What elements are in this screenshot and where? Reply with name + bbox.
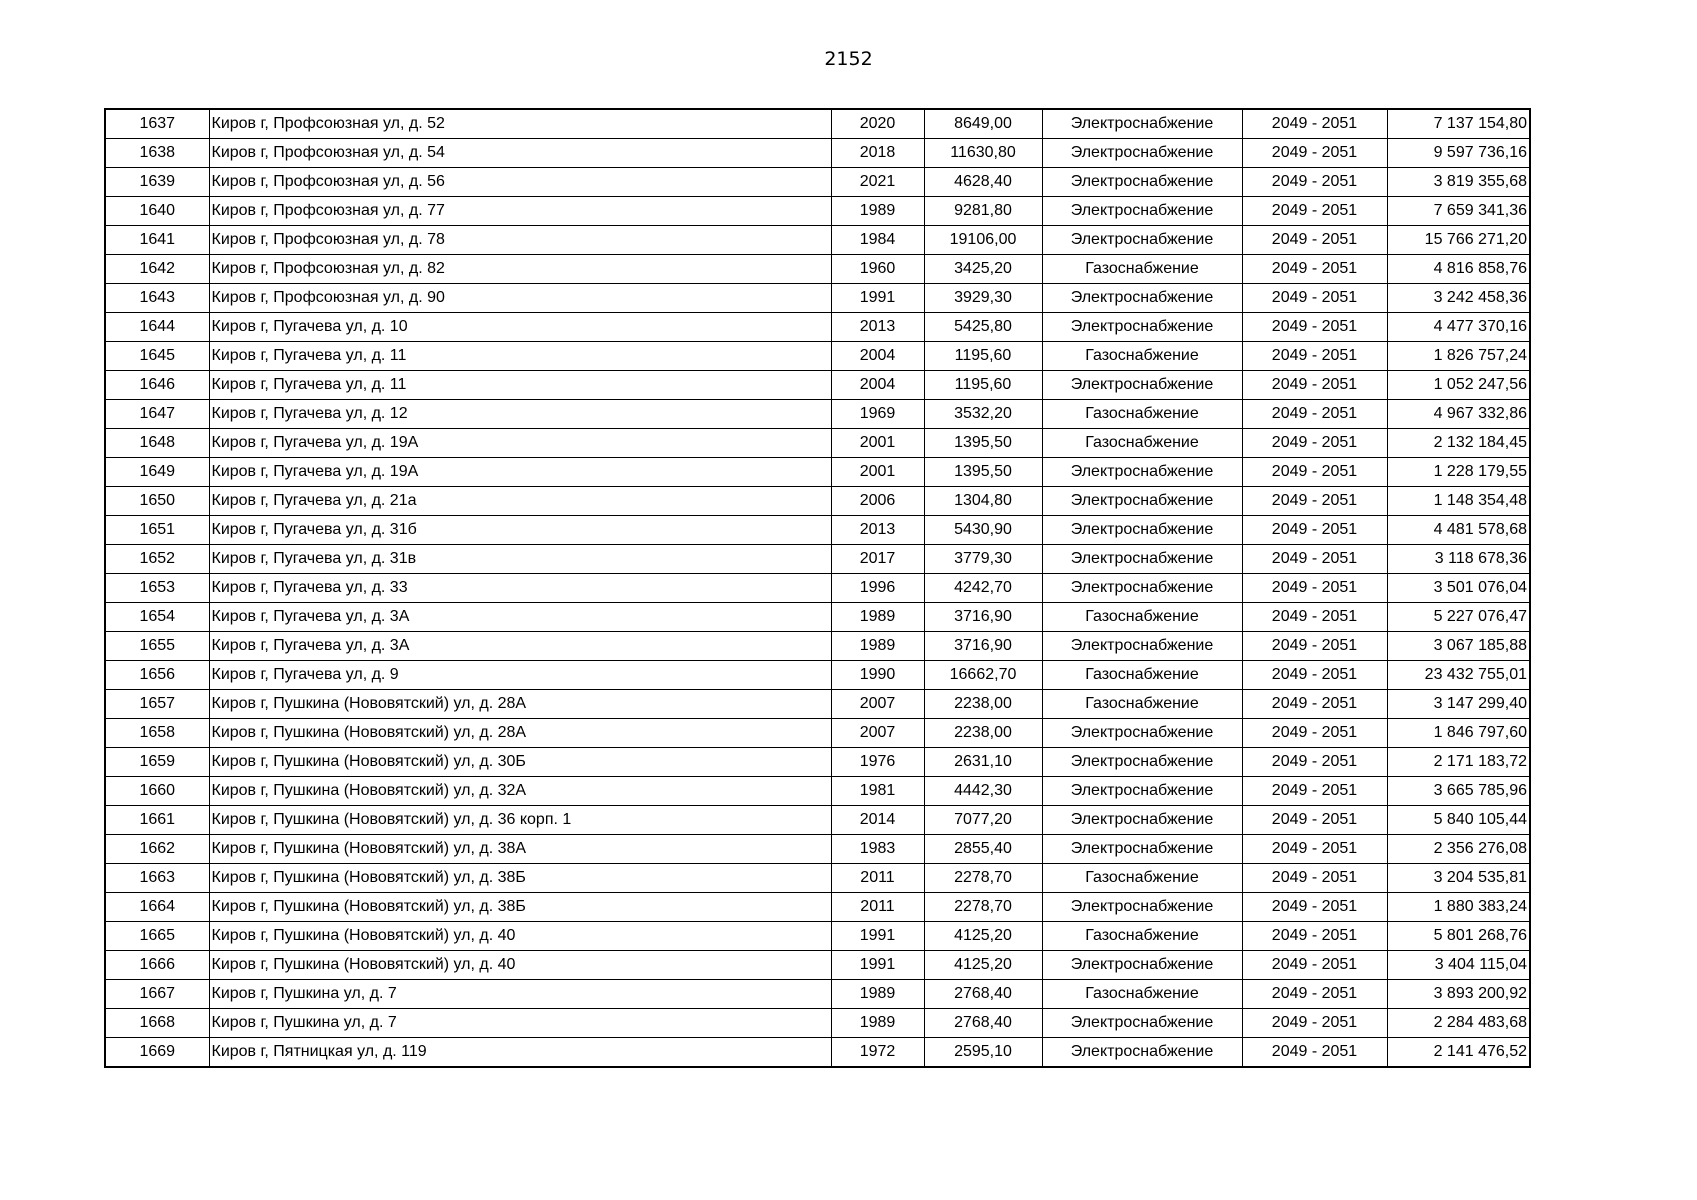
service-type-cell: Газоснабжение xyxy=(1042,400,1242,429)
period-cell: 2049 - 2051 xyxy=(1242,545,1387,574)
address-cell: Киров г, Пугачева ул, д. 33 xyxy=(209,574,831,603)
area-cell: 3532,20 xyxy=(924,400,1042,429)
period-cell: 2049 - 2051 xyxy=(1242,893,1387,922)
period-cell: 2049 - 2051 xyxy=(1242,458,1387,487)
row-number-cell: 1664 xyxy=(105,893,209,922)
year-built-cell: 2013 xyxy=(831,516,924,545)
table-row xyxy=(105,429,1530,458)
table-row xyxy=(105,516,1530,545)
table-row xyxy=(105,371,1530,400)
address-cell: Киров г, Пугачева ул, д. 19А xyxy=(209,429,831,458)
table-row xyxy=(105,168,1530,197)
area-cell: 3779,30 xyxy=(924,545,1042,574)
area-cell: 8649,00 xyxy=(924,109,1042,139)
area-cell: 1395,50 xyxy=(924,429,1042,458)
table-row xyxy=(105,777,1530,806)
service-type-cell: Газоснабжение xyxy=(1042,980,1242,1009)
row-number-cell: 1650 xyxy=(105,487,209,516)
cost-cell: 4 816 858,76 xyxy=(1387,255,1530,284)
period-cell: 2049 - 2051 xyxy=(1242,429,1387,458)
period-cell: 2049 - 2051 xyxy=(1242,777,1387,806)
year-built-cell: 1989 xyxy=(831,980,924,1009)
table-row xyxy=(105,226,1530,255)
cost-cell: 3 204 535,81 xyxy=(1387,864,1530,893)
area-cell: 2631,10 xyxy=(924,748,1042,777)
table-row xyxy=(105,748,1530,777)
service-type-cell: Электроснабжение xyxy=(1042,1038,1242,1068)
period-cell: 2049 - 2051 xyxy=(1242,400,1387,429)
year-built-cell: 1991 xyxy=(831,922,924,951)
service-type-cell: Газоснабжение xyxy=(1042,661,1242,690)
service-type-cell: Газоснабжение xyxy=(1042,690,1242,719)
row-number-cell: 1667 xyxy=(105,980,209,1009)
row-number-cell: 1657 xyxy=(105,690,209,719)
year-built-cell: 2020 xyxy=(831,109,924,139)
area-cell: 4125,20 xyxy=(924,951,1042,980)
row-number-cell: 1645 xyxy=(105,342,209,371)
table-row xyxy=(105,545,1530,574)
address-cell: Киров г, Пушкина (Нововятский) ул, д. 36 корп. 1 xyxy=(209,806,831,835)
table-row xyxy=(105,980,1530,1009)
table-row xyxy=(105,109,1530,139)
table-row xyxy=(105,574,1530,603)
period-cell: 2049 - 2051 xyxy=(1242,197,1387,226)
cost-cell: 15 766 271,20 xyxy=(1387,226,1530,255)
area-cell: 3716,90 xyxy=(924,603,1042,632)
area-cell: 2768,40 xyxy=(924,1009,1042,1038)
service-type-cell: Электроснабжение xyxy=(1042,516,1242,545)
year-built-cell: 1996 xyxy=(831,574,924,603)
service-type-cell: Электроснабжение xyxy=(1042,197,1242,226)
row-number-cell: 1644 xyxy=(105,313,209,342)
cost-cell: 4 967 332,86 xyxy=(1387,400,1530,429)
service-type-cell: Электроснабжение xyxy=(1042,458,1242,487)
cost-cell: 1 826 757,24 xyxy=(1387,342,1530,371)
address-cell: Киров г, Пушкина (Нововятский) ул, д. 28А xyxy=(209,719,831,748)
row-number-cell: 1641 xyxy=(105,226,209,255)
period-cell: 2049 - 2051 xyxy=(1242,951,1387,980)
address-cell: Киров г, Пушкина ул, д. 7 xyxy=(209,980,831,1009)
service-type-cell: Электроснабжение xyxy=(1042,226,1242,255)
address-cell: Киров г, Профсоюзная ул, д. 56 xyxy=(209,168,831,197)
row-number-cell: 1648 xyxy=(105,429,209,458)
cost-cell: 2 171 183,72 xyxy=(1387,748,1530,777)
cost-cell: 3 067 185,88 xyxy=(1387,632,1530,661)
period-cell: 2049 - 2051 xyxy=(1242,516,1387,545)
cost-cell: 2 356 276,08 xyxy=(1387,835,1530,864)
cost-cell: 2 141 476,52 xyxy=(1387,1038,1530,1068)
year-built-cell: 2014 xyxy=(831,806,924,835)
year-built-cell: 1989 xyxy=(831,603,924,632)
service-type-cell: Электроснабжение xyxy=(1042,1009,1242,1038)
row-number-cell: 1658 xyxy=(105,719,209,748)
row-number-cell: 1655 xyxy=(105,632,209,661)
year-built-cell: 1984 xyxy=(831,226,924,255)
table-row xyxy=(105,632,1530,661)
year-built-cell: 1976 xyxy=(831,748,924,777)
row-number-cell: 1659 xyxy=(105,748,209,777)
period-cell: 2049 - 2051 xyxy=(1242,719,1387,748)
service-type-cell: Электроснабжение xyxy=(1042,719,1242,748)
period-cell: 2049 - 2051 xyxy=(1242,603,1387,632)
address-cell: Киров г, Пугачева ул, д. 10 xyxy=(209,313,831,342)
address-cell: Киров г, Пугачева ул, д. 9 xyxy=(209,661,831,690)
area-cell: 11630,80 xyxy=(924,139,1042,168)
area-cell: 4442,30 xyxy=(924,777,1042,806)
period-cell: 2049 - 2051 xyxy=(1242,109,1387,139)
table-row xyxy=(105,255,1530,284)
service-type-cell: Электроснабжение xyxy=(1042,109,1242,139)
table-row xyxy=(105,197,1530,226)
service-type-cell: Электроснабжение xyxy=(1042,313,1242,342)
area-cell: 3929,30 xyxy=(924,284,1042,313)
address-cell: Киров г, Профсоюзная ул, д. 52 xyxy=(209,109,831,139)
row-number-cell: 1639 xyxy=(105,168,209,197)
year-built-cell: 1991 xyxy=(831,284,924,313)
period-cell: 2049 - 2051 xyxy=(1242,342,1387,371)
period-cell: 2049 - 2051 xyxy=(1242,1038,1387,1068)
area-cell: 5430,90 xyxy=(924,516,1042,545)
period-cell: 2049 - 2051 xyxy=(1242,168,1387,197)
table-row xyxy=(105,284,1530,313)
cost-cell: 23 432 755,01 xyxy=(1387,661,1530,690)
area-cell: 2278,70 xyxy=(924,864,1042,893)
year-built-cell: 2011 xyxy=(831,864,924,893)
service-type-cell: Электроснабжение xyxy=(1042,139,1242,168)
area-cell: 2238,00 xyxy=(924,719,1042,748)
table-row xyxy=(105,603,1530,632)
year-built-cell: 2001 xyxy=(831,458,924,487)
year-built-cell: 1990 xyxy=(831,661,924,690)
area-cell: 7077,20 xyxy=(924,806,1042,835)
year-built-cell: 2004 xyxy=(831,342,924,371)
service-type-cell: Газоснабжение xyxy=(1042,922,1242,951)
service-type-cell: Электроснабжение xyxy=(1042,632,1242,661)
service-type-cell: Электроснабжение xyxy=(1042,777,1242,806)
row-number-cell: 1642 xyxy=(105,255,209,284)
cost-cell: 5 227 076,47 xyxy=(1387,603,1530,632)
table-row xyxy=(105,1038,1530,1068)
address-cell: Киров г, Пушкина (Нововятский) ул, д. 38Б xyxy=(209,864,831,893)
cost-cell: 3 665 785,96 xyxy=(1387,777,1530,806)
period-cell: 2049 - 2051 xyxy=(1242,632,1387,661)
period-cell: 2049 - 2051 xyxy=(1242,661,1387,690)
registry-table-body xyxy=(105,109,1530,1067)
cost-cell: 7 137 154,80 xyxy=(1387,109,1530,139)
area-cell: 9281,80 xyxy=(924,197,1042,226)
period-cell: 2049 - 2051 xyxy=(1242,748,1387,777)
table-row xyxy=(105,690,1530,719)
area-cell: 3716,90 xyxy=(924,632,1042,661)
service-type-cell: Газоснабжение xyxy=(1042,429,1242,458)
period-cell: 2049 - 2051 xyxy=(1242,690,1387,719)
row-number-cell: 1665 xyxy=(105,922,209,951)
area-cell: 2278,70 xyxy=(924,893,1042,922)
service-type-cell: Электроснабжение xyxy=(1042,168,1242,197)
table-row xyxy=(105,139,1530,168)
cost-cell: 1 052 247,56 xyxy=(1387,371,1530,400)
address-cell: Киров г, Пушкина (Нововятский) ул, д. 38Б xyxy=(209,893,831,922)
table-row xyxy=(105,864,1530,893)
address-cell: Киров г, Пушкина (Нововятский) ул, д. 30Б xyxy=(209,748,831,777)
table-row xyxy=(105,458,1530,487)
address-cell: Киров г, Пугачева ул, д. 21а xyxy=(209,487,831,516)
address-cell: Киров г, Пугачева ул, д. 11 xyxy=(209,342,831,371)
cost-cell: 3 819 355,68 xyxy=(1387,168,1530,197)
row-number-cell: 1660 xyxy=(105,777,209,806)
cost-cell: 1 148 354,48 xyxy=(1387,487,1530,516)
cost-cell: 9 597 736,16 xyxy=(1387,139,1530,168)
period-cell: 2049 - 2051 xyxy=(1242,980,1387,1009)
address-cell: Киров г, Профсоюзная ул, д. 54 xyxy=(209,139,831,168)
row-number-cell: 1669 xyxy=(105,1038,209,1068)
service-type-cell: Электроснабжение xyxy=(1042,545,1242,574)
year-built-cell: 1981 xyxy=(831,777,924,806)
cost-cell: 1 846 797,60 xyxy=(1387,719,1530,748)
address-cell: Киров г, Пушкина (Нововятский) ул, д. 40 xyxy=(209,922,831,951)
row-number-cell: 1661 xyxy=(105,806,209,835)
address-cell: Киров г, Пугачева ул, д. 12 xyxy=(209,400,831,429)
address-cell: Киров г, Пушкина (Нововятский) ул, д. 40 xyxy=(209,951,831,980)
row-number-cell: 1666 xyxy=(105,951,209,980)
cost-cell: 4 477 370,16 xyxy=(1387,313,1530,342)
area-cell: 4628,40 xyxy=(924,168,1042,197)
area-cell: 1304,80 xyxy=(924,487,1042,516)
cost-cell: 1 880 383,24 xyxy=(1387,893,1530,922)
row-number-cell: 1647 xyxy=(105,400,209,429)
area-cell: 2768,40 xyxy=(924,980,1042,1009)
service-type-cell: Электроснабжение xyxy=(1042,951,1242,980)
registry-table xyxy=(104,108,1531,1068)
address-cell: Киров г, Пятницкая ул, д. 119 xyxy=(209,1038,831,1068)
area-cell: 2238,00 xyxy=(924,690,1042,719)
year-built-cell: 1960 xyxy=(831,255,924,284)
period-cell: 2049 - 2051 xyxy=(1242,284,1387,313)
service-type-cell: Электроснабжение xyxy=(1042,806,1242,835)
row-number-cell: 1653 xyxy=(105,574,209,603)
cost-cell: 2 284 483,68 xyxy=(1387,1009,1530,1038)
year-built-cell: 1983 xyxy=(831,835,924,864)
period-cell: 2049 - 2051 xyxy=(1242,1009,1387,1038)
area-cell: 16662,70 xyxy=(924,661,1042,690)
table-row xyxy=(105,487,1530,516)
year-built-cell: 1989 xyxy=(831,632,924,661)
period-cell: 2049 - 2051 xyxy=(1242,487,1387,516)
service-type-cell: Электроснабжение xyxy=(1042,835,1242,864)
cost-cell: 4 481 578,68 xyxy=(1387,516,1530,545)
table-row xyxy=(105,1009,1530,1038)
cost-cell: 1 228 179,55 xyxy=(1387,458,1530,487)
area-cell: 1195,60 xyxy=(924,371,1042,400)
area-cell: 2855,40 xyxy=(924,835,1042,864)
area-cell: 4125,20 xyxy=(924,922,1042,951)
service-type-cell: Электроснабжение xyxy=(1042,574,1242,603)
service-type-cell: Электроснабжение xyxy=(1042,748,1242,777)
year-built-cell: 2018 xyxy=(831,139,924,168)
row-number-cell: 1663 xyxy=(105,864,209,893)
cost-cell: 3 501 076,04 xyxy=(1387,574,1530,603)
year-built-cell: 1989 xyxy=(831,197,924,226)
address-cell: Киров г, Профсоюзная ул, д. 77 xyxy=(209,197,831,226)
page-number: 2152 xyxy=(824,48,873,70)
cost-cell: 3 242 458,36 xyxy=(1387,284,1530,313)
table-row xyxy=(105,806,1530,835)
row-number-cell: 1654 xyxy=(105,603,209,632)
row-number-cell: 1662 xyxy=(105,835,209,864)
year-built-cell: 1989 xyxy=(831,1009,924,1038)
row-number-cell: 1637 xyxy=(105,109,209,139)
address-cell: Киров г, Пушкина ул, д. 7 xyxy=(209,1009,831,1038)
table-row xyxy=(105,835,1530,864)
year-built-cell: 2001 xyxy=(831,429,924,458)
service-type-cell: Газоснабжение xyxy=(1042,864,1242,893)
table-row xyxy=(105,400,1530,429)
address-cell: Киров г, Профсоюзная ул, д. 82 xyxy=(209,255,831,284)
cost-cell: 3 404 115,04 xyxy=(1387,951,1530,980)
year-built-cell: 2011 xyxy=(831,893,924,922)
address-cell: Киров г, Пугачева ул, д. 31б xyxy=(209,516,831,545)
service-type-cell: Электроснабжение xyxy=(1042,284,1242,313)
year-built-cell: 1969 xyxy=(831,400,924,429)
period-cell: 2049 - 2051 xyxy=(1242,922,1387,951)
period-cell: 2049 - 2051 xyxy=(1242,806,1387,835)
service-type-cell: Электроснабжение xyxy=(1042,487,1242,516)
period-cell: 2049 - 2051 xyxy=(1242,139,1387,168)
address-cell: Киров г, Пугачева ул, д. 31в xyxy=(209,545,831,574)
table-row xyxy=(105,719,1530,748)
service-type-cell: Газоснабжение xyxy=(1042,342,1242,371)
address-cell: Киров г, Пугачева ул, д. 3А xyxy=(209,632,831,661)
year-built-cell: 2006 xyxy=(831,487,924,516)
year-built-cell: 1991 xyxy=(831,951,924,980)
cost-cell: 3 893 200,92 xyxy=(1387,980,1530,1009)
row-number-cell: 1651 xyxy=(105,516,209,545)
row-number-cell: 1656 xyxy=(105,661,209,690)
address-cell: Киров г, Пугачева ул, д. 19А xyxy=(209,458,831,487)
table-row xyxy=(105,922,1530,951)
table-row xyxy=(105,313,1530,342)
year-built-cell: 2017 xyxy=(831,545,924,574)
cost-cell: 3 118 678,36 xyxy=(1387,545,1530,574)
row-number-cell: 1649 xyxy=(105,458,209,487)
area-cell: 4242,70 xyxy=(924,574,1042,603)
area-cell: 19106,00 xyxy=(924,226,1042,255)
year-built-cell: 1972 xyxy=(831,1038,924,1068)
period-cell: 2049 - 2051 xyxy=(1242,835,1387,864)
row-number-cell: 1643 xyxy=(105,284,209,313)
cost-cell: 5 840 105,44 xyxy=(1387,806,1530,835)
year-built-cell: 2007 xyxy=(831,690,924,719)
period-cell: 2049 - 2051 xyxy=(1242,574,1387,603)
address-cell: Киров г, Пугачева ул, д. 11 xyxy=(209,371,831,400)
table-row xyxy=(105,951,1530,980)
period-cell: 2049 - 2051 xyxy=(1242,313,1387,342)
cost-cell: 3 147 299,40 xyxy=(1387,690,1530,719)
year-built-cell: 2007 xyxy=(831,719,924,748)
table-row xyxy=(105,661,1530,690)
address-cell: Киров г, Пушкина (Нововятский) ул, д. 32А xyxy=(209,777,831,806)
year-built-cell: 2004 xyxy=(831,371,924,400)
area-cell: 1395,50 xyxy=(924,458,1042,487)
area-cell: 2595,10 xyxy=(924,1038,1042,1068)
row-number-cell: 1652 xyxy=(105,545,209,574)
area-cell: 5425,80 xyxy=(924,313,1042,342)
address-cell: Киров г, Пушкина (Нововятский) ул, д. 38А xyxy=(209,835,831,864)
row-number-cell: 1668 xyxy=(105,1009,209,1038)
row-number-cell: 1646 xyxy=(105,371,209,400)
address-cell: Киров г, Профсоюзная ул, д. 90 xyxy=(209,284,831,313)
service-type-cell: Электроснабжение xyxy=(1042,371,1242,400)
cost-cell: 5 801 268,76 xyxy=(1387,922,1530,951)
period-cell: 2049 - 2051 xyxy=(1242,371,1387,400)
address-cell: Киров г, Пушкина (Нововятский) ул, д. 28А xyxy=(209,690,831,719)
row-number-cell: 1640 xyxy=(105,197,209,226)
table-row xyxy=(105,893,1530,922)
row-number-cell: 1638 xyxy=(105,139,209,168)
period-cell: 2049 - 2051 xyxy=(1242,864,1387,893)
period-cell: 2049 - 2051 xyxy=(1242,226,1387,255)
service-type-cell: Газоснабжение xyxy=(1042,603,1242,632)
cost-cell: 2 132 184,45 xyxy=(1387,429,1530,458)
area-cell: 1195,60 xyxy=(924,342,1042,371)
period-cell: 2049 - 2051 xyxy=(1242,255,1387,284)
address-cell: Киров г, Пугачева ул, д. 3А xyxy=(209,603,831,632)
table-row xyxy=(105,342,1530,371)
area-cell: 3425,20 xyxy=(924,255,1042,284)
service-type-cell: Газоснабжение xyxy=(1042,255,1242,284)
year-built-cell: 2013 xyxy=(831,313,924,342)
cost-cell: 7 659 341,36 xyxy=(1387,197,1530,226)
year-built-cell: 2021 xyxy=(831,168,924,197)
address-cell: Киров г, Профсоюзная ул, д. 78 xyxy=(209,226,831,255)
service-type-cell: Электроснабжение xyxy=(1042,893,1242,922)
